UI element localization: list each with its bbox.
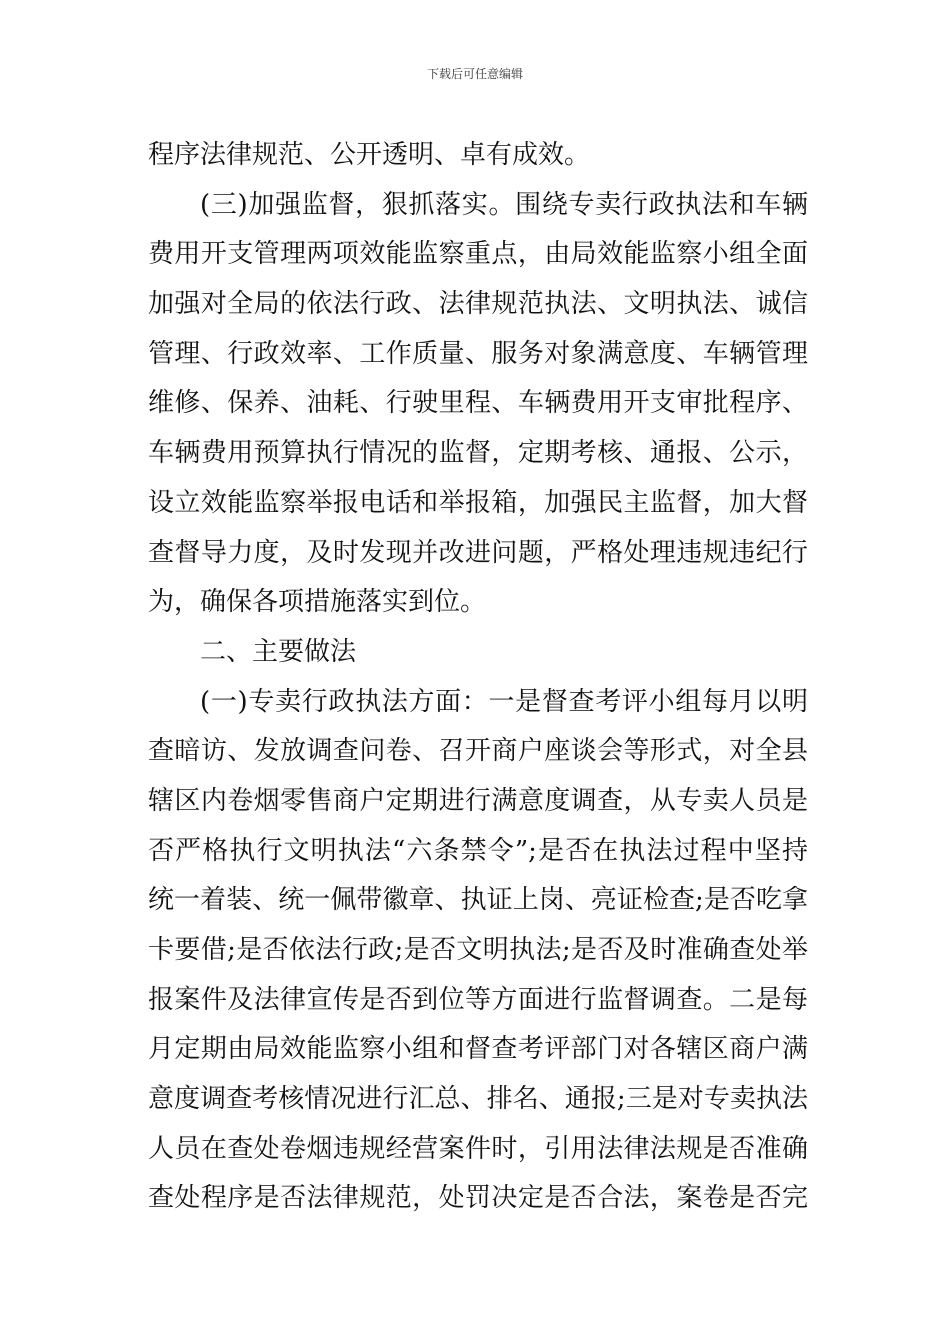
text-line: 管理、行政效率、工作质量、服务对象满意度、车辆管理 bbox=[148, 338, 808, 369]
text-line: 否严格执行文明执法“六条禁令”;是否在执法过程中坚持 bbox=[148, 835, 808, 866]
text-line: 统一着装、统一佩带徽章、执证上岗、亮证检查;是否吃拿 bbox=[148, 885, 808, 916]
text-line: 查督导力度，及时发现并改进问题，严格处理违规违纪行 bbox=[148, 537, 808, 568]
page-header-note: 下载后可任意编辑 bbox=[426, 67, 523, 81]
text-line: 人员在查处卷烟违规经营案件时，引用法律法规是否准确 bbox=[148, 1133, 808, 1164]
text-line: 查处程序是否法律规范，处罚决定是否合法，案卷是否完 bbox=[148, 1183, 808, 1214]
text-line: 维修、保养、油耗、行驶里程、车辆费用开支审批程序、 bbox=[148, 388, 808, 419]
text-line: 设立效能监察举报电话和举报箱，加强民主监督，加大督 bbox=[148, 487, 808, 518]
text-line: 卡要借;是否依法行政;是否文明执法;是否及时准确查处举 bbox=[148, 935, 808, 965]
text-line: 月定期由局效能监察小组和督查考评部门对各辖区商户满 bbox=[148, 1034, 808, 1065]
text-line: 辖区内卷烟零售商户定期进行满意度调查，从专卖人员是 bbox=[148, 785, 808, 816]
text-line: 程序法律规范、公开透明、卓有成效。 bbox=[148, 140, 591, 170]
text-line: 车辆费用预算执行情况的监督，定期考核、通报、公示， bbox=[148, 438, 808, 469]
text-line: 费用开支管理两项效能监察重点，由局效能监察小组全面 bbox=[148, 239, 808, 270]
text-line: 加强对全局的依法行政、法律规范执法、文明执法、诚信 bbox=[148, 289, 808, 320]
text-line: 报案件及法律宣传是否到位等方面进行监督调查。二是每 bbox=[148, 984, 808, 1015]
section-heading: 二、主要做法 bbox=[200, 636, 357, 667]
text-line: (一)专卖行政执法方面：一是督查考评小组每月以明 bbox=[200, 686, 808, 717]
text-line: (三)加强监督，狠抓落实。围绕专卖行政执法和车辆 bbox=[200, 189, 808, 220]
text-line: 查暗访、发放调查问卷、召开商户座谈会等形式，对全县 bbox=[148, 736, 808, 767]
text-line: 为，确保各项措施落实到位。 bbox=[148, 587, 487, 618]
text-line: 意度调查考核情况进行汇总、排名、通报;三是对专卖执法 bbox=[148, 1084, 808, 1115]
document-body bbox=[148, 131, 808, 1224]
